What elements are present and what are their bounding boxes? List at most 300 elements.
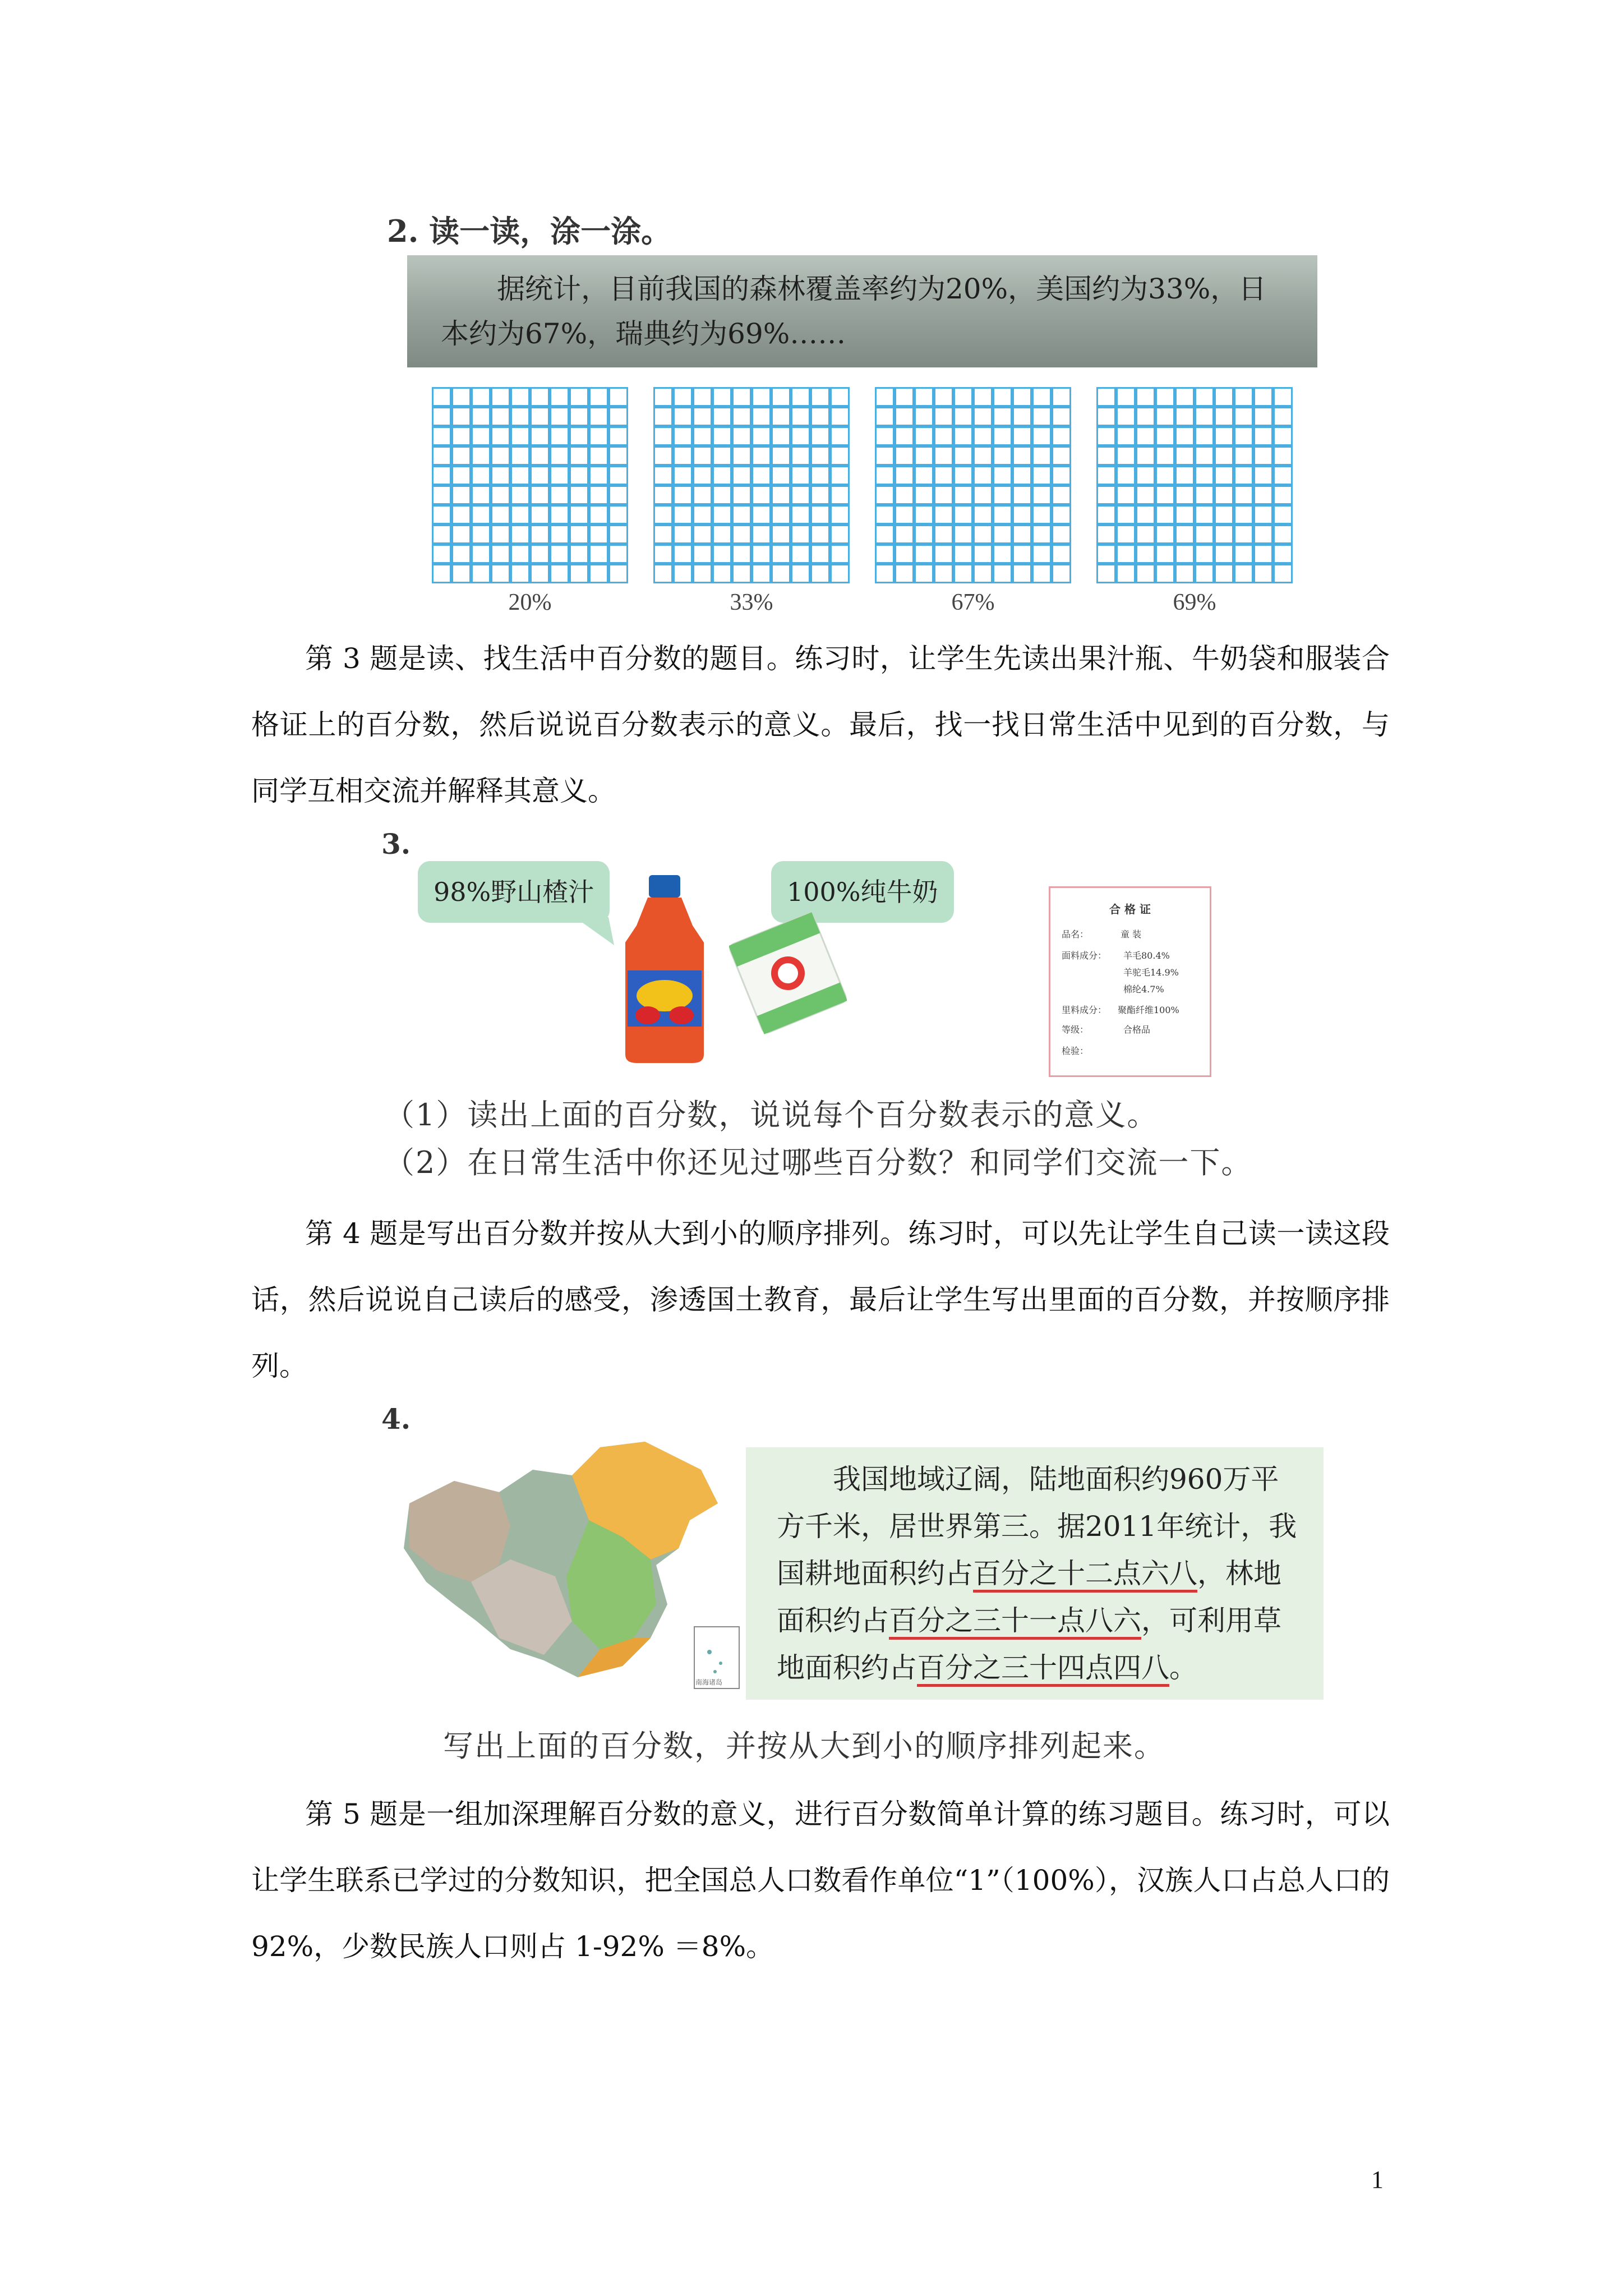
grid-cell[interactable] — [753, 486, 771, 504]
grid-cell[interactable] — [511, 506, 529, 524]
grid-cell[interactable] — [713, 565, 731, 583]
grid-cell[interactable] — [811, 545, 829, 563]
grid-cell[interactable] — [1255, 388, 1272, 406]
grid-cell[interactable] — [492, 427, 510, 445]
grid-cell[interactable] — [511, 447, 529, 465]
grid-cell[interactable] — [674, 388, 692, 406]
grid-cell[interactable] — [654, 506, 672, 524]
grid-cell[interactable] — [570, 427, 588, 445]
grid-cell[interactable] — [1013, 545, 1031, 563]
grid-cell[interactable] — [654, 408, 672, 426]
grid-cell[interactable] — [531, 427, 549, 445]
grid-cell[interactable] — [1215, 486, 1233, 504]
grid-cell[interactable] — [811, 427, 829, 445]
grid-cell[interactable] — [935, 408, 953, 426]
grid-cell[interactable] — [570, 506, 588, 524]
grid-cell[interactable] — [1117, 526, 1135, 544]
grid-cell[interactable] — [1013, 526, 1031, 544]
grid-cell[interactable] — [492, 388, 510, 406]
grid-cell[interactable] — [1053, 506, 1071, 524]
grid-cell[interactable] — [453, 408, 471, 426]
grid-cell[interactable] — [674, 486, 692, 504]
grid-cell[interactable] — [994, 486, 1012, 504]
grid-cell[interactable] — [694, 486, 712, 504]
grid-cell[interactable] — [896, 545, 914, 563]
grid-cell[interactable] — [1235, 408, 1253, 426]
grid-cell[interactable] — [551, 565, 569, 583]
grid-cell[interactable] — [792, 545, 810, 563]
grid-cell[interactable] — [1156, 565, 1174, 583]
grid-cell[interactable] — [472, 427, 490, 445]
grid-cell[interactable] — [1196, 427, 1214, 445]
grid-cell[interactable] — [1156, 388, 1174, 406]
grid-cell[interactable] — [713, 486, 731, 504]
grid-cell[interactable] — [733, 447, 751, 465]
grid-cell[interactable] — [811, 467, 829, 485]
grid-cell[interactable] — [713, 545, 731, 563]
grid-cell[interactable] — [674, 467, 692, 485]
grid-cell[interactable] — [511, 427, 529, 445]
grid-cell[interactable] — [733, 526, 751, 544]
grid-cell[interactable] — [433, 388, 451, 406]
grid-cell[interactable] — [994, 565, 1012, 583]
grid-cell[interactable] — [694, 526, 712, 544]
hundred-grid-3[interactable] — [875, 387, 1071, 583]
grid-cell[interactable] — [492, 408, 510, 426]
grid-cell[interactable] — [753, 467, 771, 485]
grid-cell[interactable] — [1176, 526, 1194, 544]
grid-cell[interactable] — [1098, 526, 1115, 544]
grid-cell[interactable] — [753, 565, 771, 583]
grid-cell[interactable] — [610, 467, 628, 485]
grid-cell[interactable] — [896, 467, 914, 485]
grid-cell[interactable] — [1137, 467, 1155, 485]
grid-cell[interactable] — [896, 486, 914, 504]
grid-cell[interactable] — [1215, 565, 1233, 583]
grid-cell[interactable] — [811, 526, 829, 544]
grid-cell[interactable] — [896, 388, 914, 406]
grid-cell[interactable] — [472, 526, 490, 544]
grid-cell[interactable] — [674, 408, 692, 426]
grid-cell[interactable] — [831, 565, 849, 583]
grid-cell[interactable] — [753, 545, 771, 563]
grid-cell[interactable] — [935, 545, 953, 563]
grid-cell[interactable] — [896, 408, 914, 426]
grid-cell[interactable] — [876, 467, 894, 485]
grid-cell[interactable] — [1137, 545, 1155, 563]
grid-cell[interactable] — [1053, 486, 1071, 504]
grid-cell[interactable] — [551, 506, 569, 524]
grid-cell[interactable] — [570, 545, 588, 563]
grid-cell[interactable] — [1053, 388, 1071, 406]
grid-cell[interactable] — [1137, 486, 1155, 504]
grid-cell[interactable] — [792, 388, 810, 406]
grid-cell[interactable] — [955, 486, 972, 504]
grid-cell[interactable] — [1137, 408, 1155, 426]
grid-cell[interactable] — [531, 506, 549, 524]
grid-cell[interactable] — [1033, 545, 1051, 563]
grid-cell[interactable] — [433, 447, 451, 465]
grid-cell[interactable] — [1053, 427, 1071, 445]
grid-cell[interactable] — [694, 545, 712, 563]
grid-cell[interactable] — [1176, 486, 1194, 504]
grid-cell[interactable] — [713, 467, 731, 485]
grid-cell[interactable] — [1235, 486, 1253, 504]
grid-cell[interactable] — [896, 447, 914, 465]
grid-cell[interactable] — [1117, 565, 1135, 583]
grid-cell[interactable] — [1196, 388, 1214, 406]
grid-cell[interactable] — [1176, 545, 1194, 563]
grid-cell[interactable] — [1117, 545, 1135, 563]
grid-cell[interactable] — [1274, 408, 1292, 426]
grid-cell[interactable] — [792, 486, 810, 504]
grid-cell[interactable] — [994, 408, 1012, 426]
grid-cell[interactable] — [1013, 408, 1031, 426]
grid-cell[interactable] — [1255, 526, 1272, 544]
grid-cell[interactable] — [753, 388, 771, 406]
grid-cell[interactable] — [551, 408, 569, 426]
grid-cell[interactable] — [590, 506, 608, 524]
grid-cell[interactable] — [772, 467, 790, 485]
grid-cell[interactable] — [1013, 427, 1031, 445]
grid-cell[interactable] — [811, 408, 829, 426]
grid-cell[interactable] — [1235, 467, 1253, 485]
grid-cell[interactable] — [610, 506, 628, 524]
hundred-grid-2[interactable] — [653, 387, 850, 583]
grid-cell[interactable] — [610, 447, 628, 465]
grid-cell[interactable] — [831, 408, 849, 426]
grid-cell[interactable] — [974, 526, 992, 544]
grid-cell[interactable] — [453, 388, 471, 406]
grid-cell[interactable] — [1235, 506, 1253, 524]
grid-cell[interactable] — [1176, 506, 1194, 524]
grid-cell[interactable] — [590, 467, 608, 485]
grid-cell[interactable] — [1274, 565, 1292, 583]
grid-cell[interactable] — [974, 408, 992, 426]
grid-cell[interactable] — [531, 486, 549, 504]
grid-cell[interactable] — [570, 526, 588, 544]
grid-cell[interactable] — [570, 467, 588, 485]
grid-cell[interactable] — [1215, 427, 1233, 445]
grid-cell[interactable] — [1117, 447, 1135, 465]
grid-cell[interactable] — [713, 526, 731, 544]
grid-cell[interactable] — [1033, 388, 1051, 406]
grid-cell[interactable] — [1137, 526, 1155, 544]
grid-cell[interactable] — [472, 467, 490, 485]
grid-cell[interactable] — [772, 526, 790, 544]
grid-cell[interactable] — [472, 545, 490, 563]
grid-cell[interactable] — [876, 447, 894, 465]
grid-cell[interactable] — [570, 447, 588, 465]
grid-cell[interactable] — [955, 545, 972, 563]
grid-cell[interactable] — [1274, 526, 1292, 544]
grid-cell[interactable] — [955, 506, 972, 524]
grid-cell[interactable] — [733, 427, 751, 445]
grid-cell[interactable] — [1274, 467, 1292, 485]
grid-cell[interactable] — [433, 506, 451, 524]
grid-cell[interactable] — [876, 526, 894, 544]
grid-cell[interactable] — [590, 565, 608, 583]
grid-cell[interactable] — [713, 447, 731, 465]
grid-cell[interactable] — [531, 545, 549, 563]
grid-cell[interactable] — [733, 388, 751, 406]
grid-cell[interactable] — [453, 565, 471, 583]
grid-cell[interactable] — [551, 427, 569, 445]
grid-cell[interactable] — [472, 486, 490, 504]
grid-cell[interactable] — [453, 506, 471, 524]
grid-cell[interactable] — [915, 447, 933, 465]
grid-cell[interactable] — [792, 427, 810, 445]
grid-cell[interactable] — [935, 447, 953, 465]
grid-cell[interactable] — [1053, 545, 1071, 563]
grid-cell[interactable] — [915, 388, 933, 406]
grid-cell[interactable] — [674, 565, 692, 583]
grid-cell[interactable] — [831, 506, 849, 524]
grid-cell[interactable] — [955, 467, 972, 485]
grid-cell[interactable] — [974, 506, 992, 524]
grid-cell[interactable] — [453, 447, 471, 465]
grid-cell[interactable] — [590, 408, 608, 426]
grid-cell[interactable] — [935, 427, 953, 445]
grid-cell[interactable] — [994, 526, 1012, 544]
grid-cell[interactable] — [974, 447, 992, 465]
grid-cell[interactable] — [876, 427, 894, 445]
grid-cell[interactable] — [792, 447, 810, 465]
grid-cell[interactable] — [1033, 506, 1051, 524]
grid-cell[interactable] — [1013, 447, 1031, 465]
grid-cell[interactable] — [590, 388, 608, 406]
grid-cell[interactable] — [1098, 545, 1115, 563]
grid-cell[interactable] — [492, 467, 510, 485]
grid-cell[interactable] — [511, 388, 529, 406]
grid-cell[interactable] — [472, 408, 490, 426]
grid-cell[interactable] — [896, 427, 914, 445]
grid-cell[interactable] — [511, 526, 529, 544]
grid-cell[interactable] — [472, 447, 490, 465]
grid-cell[interactable] — [1098, 467, 1115, 485]
grid-cell[interactable] — [511, 467, 529, 485]
grid-cell[interactable] — [492, 506, 510, 524]
grid-cell[interactable] — [955, 388, 972, 406]
grid-cell[interactable] — [1098, 388, 1115, 406]
grid-cell[interactable] — [733, 545, 751, 563]
grid-cell[interactable] — [994, 427, 1012, 445]
grid-cell[interactable] — [1274, 486, 1292, 504]
grid-cell[interactable] — [511, 545, 529, 563]
grid-cell[interactable] — [1033, 408, 1051, 426]
grid-cell[interactable] — [1098, 486, 1115, 504]
grid-cell[interactable] — [733, 486, 751, 504]
grid-cell[interactable] — [792, 526, 810, 544]
grid-cell[interactable] — [935, 506, 953, 524]
grid-cell[interactable] — [492, 526, 510, 544]
grid-cell[interactable] — [772, 545, 790, 563]
grid-cell[interactable] — [955, 526, 972, 544]
grid-cell[interactable] — [811, 447, 829, 465]
grid-cell[interactable] — [753, 526, 771, 544]
grid-cell[interactable] — [915, 545, 933, 563]
grid-cell[interactable] — [531, 408, 549, 426]
grid-cell[interactable] — [772, 427, 790, 445]
grid-cell[interactable] — [610, 388, 628, 406]
grid-cell[interactable] — [1033, 486, 1051, 504]
grid-cell[interactable] — [955, 565, 972, 583]
grid-cell[interactable] — [876, 388, 894, 406]
grid-cell[interactable] — [472, 388, 490, 406]
grid-cell[interactable] — [674, 427, 692, 445]
grid-cell[interactable] — [1117, 467, 1135, 485]
grid-cell[interactable] — [610, 408, 628, 426]
grid-svg[interactable] — [653, 387, 850, 583]
grid-cell[interactable] — [433, 526, 451, 544]
grid-cell[interactable] — [1196, 447, 1214, 465]
grid-cell[interactable] — [831, 545, 849, 563]
grid-cell[interactable] — [713, 506, 731, 524]
grid-cell[interactable] — [654, 427, 672, 445]
grid-cell[interactable] — [753, 447, 771, 465]
grid-cell[interactable] — [792, 565, 810, 583]
grid-cell[interactable] — [551, 486, 569, 504]
grid-cell[interactable] — [492, 447, 510, 465]
grid-cell[interactable] — [1215, 526, 1233, 544]
grid-cell[interactable] — [1196, 486, 1214, 504]
grid-cell[interactable] — [1176, 447, 1194, 465]
grid-cell[interactable] — [433, 565, 451, 583]
grid-cell[interactable] — [772, 486, 790, 504]
grid-cell[interactable] — [1215, 545, 1233, 563]
grid-cell[interactable] — [453, 467, 471, 485]
grid-cell[interactable] — [896, 565, 914, 583]
grid-cell[interactable] — [654, 447, 672, 465]
grid-cell[interactable] — [974, 388, 992, 406]
grid-cell[interactable] — [1176, 427, 1194, 445]
grid-cell[interactable] — [1137, 388, 1155, 406]
grid-cell[interactable] — [915, 565, 933, 583]
grid-cell[interactable] — [1033, 526, 1051, 544]
grid-cell[interactable] — [1255, 486, 1272, 504]
grid-cell[interactable] — [453, 486, 471, 504]
grid-cell[interactable] — [753, 427, 771, 445]
grid-cell[interactable] — [590, 447, 608, 465]
grid-cell[interactable] — [955, 447, 972, 465]
grid-cell[interactable] — [531, 388, 549, 406]
grid-cell[interactable] — [1196, 526, 1214, 544]
grid-cell[interactable] — [610, 526, 628, 544]
grid-cell[interactable] — [733, 467, 751, 485]
grid-cell[interactable] — [492, 545, 510, 563]
grid-cell[interactable] — [792, 506, 810, 524]
grid-cell[interactable] — [831, 388, 849, 406]
grid-cell[interactable] — [511, 486, 529, 504]
grid-cell[interactable] — [1215, 447, 1233, 465]
grid-cell[interactable] — [915, 467, 933, 485]
grid-cell[interactable] — [1033, 427, 1051, 445]
grid-cell[interactable] — [994, 447, 1012, 465]
grid-cell[interactable] — [1156, 506, 1174, 524]
grid-cell[interactable] — [935, 388, 953, 406]
grid-cell[interactable] — [772, 506, 790, 524]
grid-cell[interactable] — [1033, 467, 1051, 485]
grid-cell[interactable] — [531, 565, 549, 583]
grid-cell[interactable] — [492, 486, 510, 504]
grid-cell[interactable] — [610, 486, 628, 504]
grid-cell[interactable] — [974, 467, 992, 485]
grid-cell[interactable] — [896, 506, 914, 524]
grid-cell[interactable] — [472, 506, 490, 524]
grid-cell[interactable] — [433, 486, 451, 504]
grid-cell[interactable] — [1215, 408, 1233, 426]
grid-cell[interactable] — [551, 467, 569, 485]
grid-cell[interactable] — [753, 408, 771, 426]
grid-svg[interactable] — [1096, 387, 1293, 583]
grid-cell[interactable] — [994, 388, 1012, 406]
grid-cell[interactable] — [1053, 467, 1071, 485]
grid-cell[interactable] — [1033, 565, 1051, 583]
grid-cell[interactable] — [876, 545, 894, 563]
grid-cell[interactable] — [1117, 486, 1135, 504]
grid-cell[interactable] — [772, 447, 790, 465]
grid-cell[interactable] — [654, 526, 672, 544]
grid-cell[interactable] — [974, 486, 992, 504]
grid-cell[interactable] — [896, 526, 914, 544]
grid-cell[interactable] — [915, 427, 933, 445]
grid-cell[interactable] — [792, 408, 810, 426]
grid-cell[interactable] — [1098, 447, 1115, 465]
grid-cell[interactable] — [733, 565, 751, 583]
grid-cell[interactable] — [1255, 467, 1272, 485]
grid-cell[interactable] — [713, 408, 731, 426]
grid-cell[interactable] — [1098, 565, 1115, 583]
grid-cell[interactable] — [915, 408, 933, 426]
grid-cell[interactable] — [433, 545, 451, 563]
grid-cell[interactable] — [811, 486, 829, 504]
grid-cell[interactable] — [1117, 408, 1135, 426]
grid-cell[interactable] — [570, 565, 588, 583]
grid-cell[interactable] — [610, 427, 628, 445]
grid-cell[interactable] — [1033, 447, 1051, 465]
grid-cell[interactable] — [876, 408, 894, 426]
grid-cell[interactable] — [531, 447, 549, 465]
grid-cell[interactable] — [1235, 388, 1253, 406]
grid-cell[interactable] — [1235, 427, 1253, 445]
grid-cell[interactable] — [1176, 467, 1194, 485]
grid-cell[interactable] — [974, 565, 992, 583]
grid-cell[interactable] — [1053, 408, 1071, 426]
grid-cell[interactable] — [935, 565, 953, 583]
grid-cell[interactable] — [1013, 467, 1031, 485]
grid-cell[interactable] — [1098, 427, 1115, 445]
grid-cell[interactable] — [1255, 447, 1272, 465]
grid-cell[interactable] — [935, 467, 953, 485]
grid-cell[interactable] — [531, 526, 549, 544]
grid-cell[interactable] — [1274, 447, 1292, 465]
grid-cell[interactable] — [1196, 467, 1214, 485]
grid-cell[interactable] — [674, 506, 692, 524]
grid-cell[interactable] — [590, 526, 608, 544]
grid-cell[interactable] — [1156, 408, 1174, 426]
grid-cell[interactable] — [1235, 447, 1253, 465]
grid-cell[interactable] — [831, 486, 849, 504]
grid-cell[interactable] — [590, 427, 608, 445]
grid-cell[interactable] — [1137, 565, 1155, 583]
grid-cell[interactable] — [772, 408, 790, 426]
grid-cell[interactable] — [1117, 506, 1135, 524]
grid-cell[interactable] — [974, 427, 992, 445]
grid-cell[interactable] — [674, 545, 692, 563]
grid-cell[interactable] — [1137, 447, 1155, 465]
grid-cell[interactable] — [453, 526, 471, 544]
grid-cell[interactable] — [713, 388, 731, 406]
